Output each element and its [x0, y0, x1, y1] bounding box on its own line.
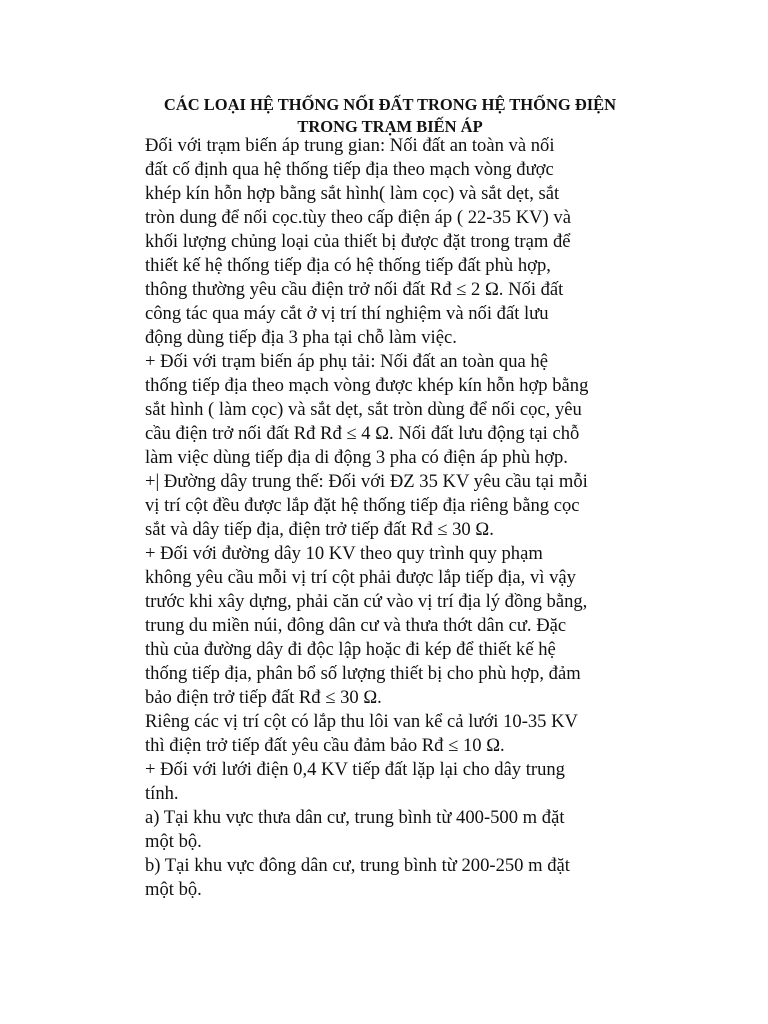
document-body: [145, 134, 645, 902]
body-line: vị trí cột đều được lắp đặt hệ thống tiếp địa riêng bằng cọc: [145, 495, 580, 516]
body-line: đất cố định qua hệ thống tiếp địa theo mạch vòng được: [145, 159, 554, 180]
title-line: TRONG TRẠM BIẾN ÁP: [297, 117, 483, 136]
title-line: CÁC LOẠI HỆ THỐNG NỐI ĐẤT TRONG HỆ THỐNG ĐIỆN: [163, 95, 617, 114]
body-line: + Đối với đường dây 10 KV theo quy trình quy phạm: [145, 543, 543, 564]
body-line: thống tiếp địa, phân bổ số lượng thiết bị cho phù hợp, đảm: [145, 663, 581, 684]
body-line: khép kín hỗn hợp bằng sắt hình( làm cọc) và sắt dẹt, sắt: [145, 183, 560, 204]
body-line: Riêng các vị trí cột có lắp thu lôi van kể cả lưới 10-35 KV: [145, 711, 578, 732]
body-line: trước khi xây dựng, phải căn cứ vào vị trí địa lý đồng bằng,: [145, 591, 588, 612]
body-line: bảo điện trở tiếp đất Rđ ≤ 30 Ω.: [145, 687, 382, 708]
body-line: thông thường yêu cầu điện trở nối đất Rđ ≤ 2 Ω. Nối đất: [145, 279, 564, 300]
body-line: một bộ.: [145, 831, 202, 852]
body-line: một bộ.: [145, 879, 202, 900]
body-line: cầu điện trở nối đất Rđ Rđ ≤ 4 Ω. Nối đất lưu động tại chỗ: [145, 423, 580, 444]
body-line: trung du miền núi, đông dân cư và thưa thớt dân cư. Đặc: [145, 615, 567, 636]
body-line: thù của đường dây đi độc lập hoặc đi kép để thiết kế hệ: [145, 639, 556, 660]
body-line: khối lượng chủng loại của thiết bị được đặt trong trạm để: [145, 231, 571, 252]
body-line: sắt hình ( làm cọc) và sắt dẹt, sắt tròn dùng để nối cọc, yêu: [145, 399, 582, 420]
body-line: + Đối với lưới điện 0,4 KV tiếp đất lặp lại cho dây trung: [145, 759, 565, 780]
body-line: b) Tại khu vực đông dân cư, trung bình từ 200-250 m đặt: [145, 855, 570, 876]
body-line: làm việc dùng tiếp địa di động 3 pha có điện áp phù hợp.: [145, 447, 568, 468]
body-line: + Đối với trạm biến áp phụ tải: Nối đất an toàn qua hệ: [145, 351, 548, 372]
body-line: thống tiếp địa theo mạch vòng được khép kín hỗn hợp bằng: [145, 375, 589, 396]
body-line: tròn dung để nối cọc.tùy theo cấp điện áp ( 22-35 KV) và: [145, 207, 571, 228]
body-line: +| Đường dây trung thế: Đối với ĐZ 35 KV yêu cầu tại mỗi: [145, 471, 588, 492]
document-title: [120, 94, 660, 138]
body-line: không yêu cầu mỗi vị trí cột phải được lắp tiếp địa, vì vậy: [145, 567, 576, 588]
body-line: tính.: [145, 783, 179, 804]
body-line: Đối với trạm biến áp trung gian: Nối đất an toàn và nối: [145, 135, 555, 156]
body-line: công tác qua máy cắt ở vị trí thí nghiệm và nối đất lưu: [145, 303, 549, 324]
body-line: sắt và dây tiếp địa, điện trở tiếp đất Rđ ≤ 30 Ω.: [145, 519, 494, 540]
body-line: a) Tại khu vực thưa dân cư, trung bình từ 400-500 m đặt: [145, 807, 565, 828]
body-line: thiết kế hệ thống tiếp địa có hệ thống tiếp đất phù hợp,: [145, 255, 551, 276]
body-line: thì điện trở tiếp đất yêu cầu đảm bảo Rđ ≤ 10 Ω.: [145, 735, 505, 756]
body-line: động dùng tiếp địa 3 pha tại chỗ làm việc.: [145, 327, 457, 348]
